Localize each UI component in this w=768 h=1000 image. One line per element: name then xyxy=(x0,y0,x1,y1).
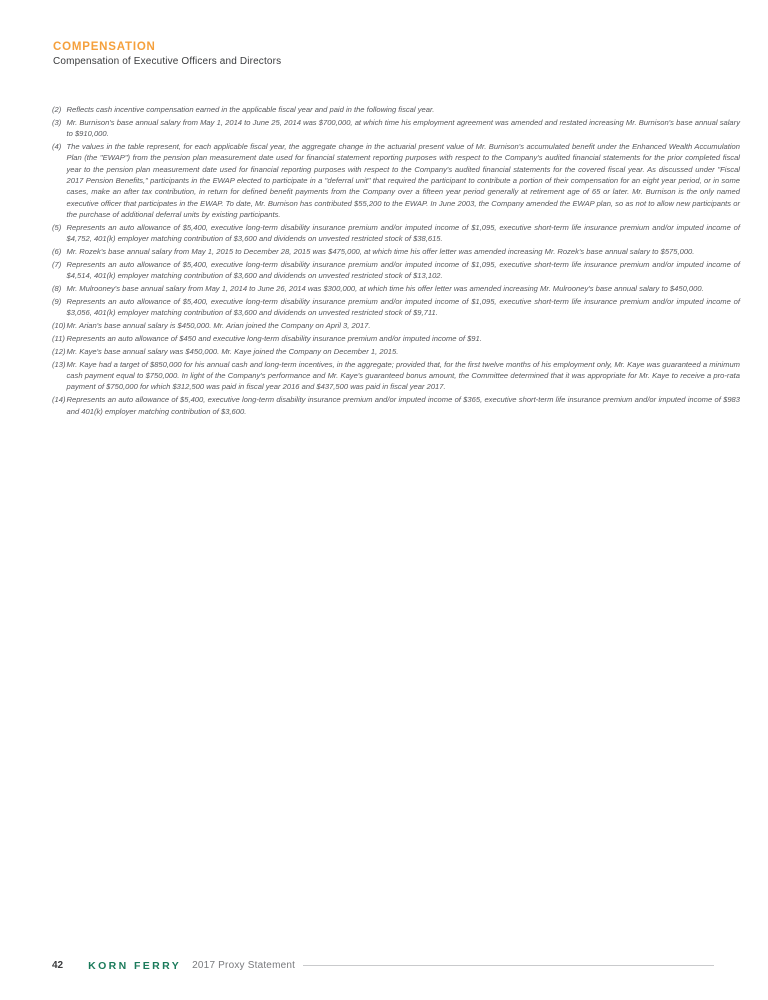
footnote-item xyxy=(52,320,740,331)
footnote-list xyxy=(52,104,740,418)
footnote-text: Reflects cash incentive compensation earned in the applicable fiscal year and paid in the following fiscal year. xyxy=(66,105,435,114)
page-title: Compensation of Executive Officers and Directors xyxy=(53,56,282,67)
footnote-item xyxy=(52,246,740,257)
footnote-number: (9) xyxy=(52,296,62,306)
page-number: 42 xyxy=(52,960,64,971)
footnote-number: (8) xyxy=(52,284,62,294)
footnote-text: Mr. Mulrooney's base annual salary from May 1, 2014 to June 26, 2014 was $300,000, at which time his offer letter was amended increasing Mr. Mulrooney's base annual salary to $450,000. xyxy=(66,284,704,294)
footnote-text: The values in the table represent, for each applicable fiscal year, the aggregate change in the actuarial present value of Mr. Burnison's accumulated benefit under the Enhanced Wealth Accumulation Plan (the "EWAP") from the pension plan measurement date used for financial statement reporting purposes with respect to the Company's audited financial statements for the prior completed fiscal year to the pension plan measurement date used for financial reporting purposes with respect to the Company's audited financial statements for the covered fiscal year. As discussed under "Fiscal 2017 Pension Benefits," participants in the EWAP elected to participate in a "deferral unit" that required the participant to contribute a portion of their compensation for an eight year period, or in some cases, make an after tax contribution, in return for defined benefit payments from the Company over a fifteen year period generally at retirement age of 65 or later. Mr. Burnison is the only named executive officer that participates in the EWAP. To date, Mr. Burnison has contributed $55,200 to the EWAP. In June 2003, the Company amended the EWAP plan, so as not to allow new participants or the purchase of additional deferral units by existing participants. xyxy=(66,142,740,219)
footnote-item xyxy=(52,394,740,417)
footnote-number: (3) xyxy=(52,117,62,127)
footnote-number: (13) xyxy=(52,359,66,369)
footnote-text: Mr. Arian's base annual salary is $450,000. Mr. Arian joined the Company on April 3, 2017. xyxy=(66,321,371,331)
footnote-number: (10) xyxy=(52,321,66,331)
footnote-item xyxy=(52,141,740,220)
footnote-number: (14) xyxy=(52,395,66,405)
footnote-text: Mr. Kaye's base annual salary was $450,000. Mr. Kaye joined the Company on December 1, 2015. xyxy=(66,346,399,356)
footnote-item xyxy=(52,104,740,115)
footer-rule xyxy=(303,965,714,966)
footnote-text: Mr. Burnison's base annual salary from May 1, 2014 to June 25, 2014 was $700,000, at which time his employment agreement was amended and restated increasing Mr. Burnison's base annual salary to $910,000. xyxy=(66,117,740,139)
footnote-text: Represents an auto allowance of $450 and executive long-term disability insurance premium and/or imputed income of $91. xyxy=(66,333,482,343)
footnote-number: (4) xyxy=(52,142,62,152)
footnote-number: (6) xyxy=(52,246,62,256)
footnote-item xyxy=(52,333,740,344)
page-footer xyxy=(52,958,714,973)
footnote-text: Represents an auto allowance of $5,400, executive long-term disability insurance premium and/or imputed income of $1,095, executive short-term life insurance premium and/or imputed income of $4,514, 401(k) employer matching contribution of $3,600 and dividends on unvested restricted stock of $13,102. xyxy=(66,259,740,281)
footnote-text: Mr. Kaye had a target of $850,000 for his annual cash and long-term incentives, in the aggregate; provided that, for the first twelve months of his employment only, Mr. Kaye was guaranteed a minimum cash payment equal to $750,000. In light of the Company's performance and Mr. Kaye's guaranteed bonus amount, the Committee determined that it was appropriate for Mr. Kaye to receive a pro-rata payment of $750,000 for which $312,500 was paid in fiscal year 2016 and $437,500 was paid in fiscal year 2017. xyxy=(66,359,740,392)
footnote-text: Mr. Rozek's base annual salary from May 1, 2015 to December 28, 2015 was $475,000, at which time his offer letter was amended increasing Mr. Rozek's base annual salary to $575,000. xyxy=(66,246,695,256)
footnote-item xyxy=(52,359,740,393)
footnote-item xyxy=(52,259,740,282)
footnote-item xyxy=(52,222,740,245)
footnote-text: Represents an auto allowance of $5,400, executive long-term disability insurance premium and/or imputed income of $365, executive short-term life insurance premium and/or imputed income of $983 and 401(k) employer matching contribution of $3,600. xyxy=(66,395,740,416)
footnote-item xyxy=(52,296,740,319)
footnote-item xyxy=(52,283,740,294)
footnote-item xyxy=(52,346,740,357)
korn-ferry-logo: KORN FERRY xyxy=(88,959,182,972)
footnote-number: (7) xyxy=(52,259,62,269)
footnote-text: Represents an auto allowance of $5,400, executive long-term disability insurance premium and/or imputed income of $1,095, executive short-term life insurance premium and/or imputed income of $4,752, 401(k) employer matching contribution of $3,600 and dividends on unvested restricted stock of $38,615. xyxy=(66,222,740,244)
footnote-number: (5) xyxy=(52,222,62,232)
section-kicker: COMPENSATION xyxy=(53,41,156,53)
footnote-number: (2) xyxy=(52,105,62,114)
footnote-number: (11) xyxy=(52,333,65,343)
footnote-item xyxy=(52,117,740,140)
footnote-number: (12) xyxy=(52,346,66,356)
document-title: 2017 Proxy Statement xyxy=(192,960,296,971)
footnote-text: Represents an auto allowance of $5,400, executive long-term disability insurance premium and/or imputed income of $1,095, executive short-term life insurance premium and/or imputed income of $3,056, 401(k) employer matching contribution of $3,600 and dividends on unvested restricted stock of $9,711. xyxy=(66,296,740,318)
